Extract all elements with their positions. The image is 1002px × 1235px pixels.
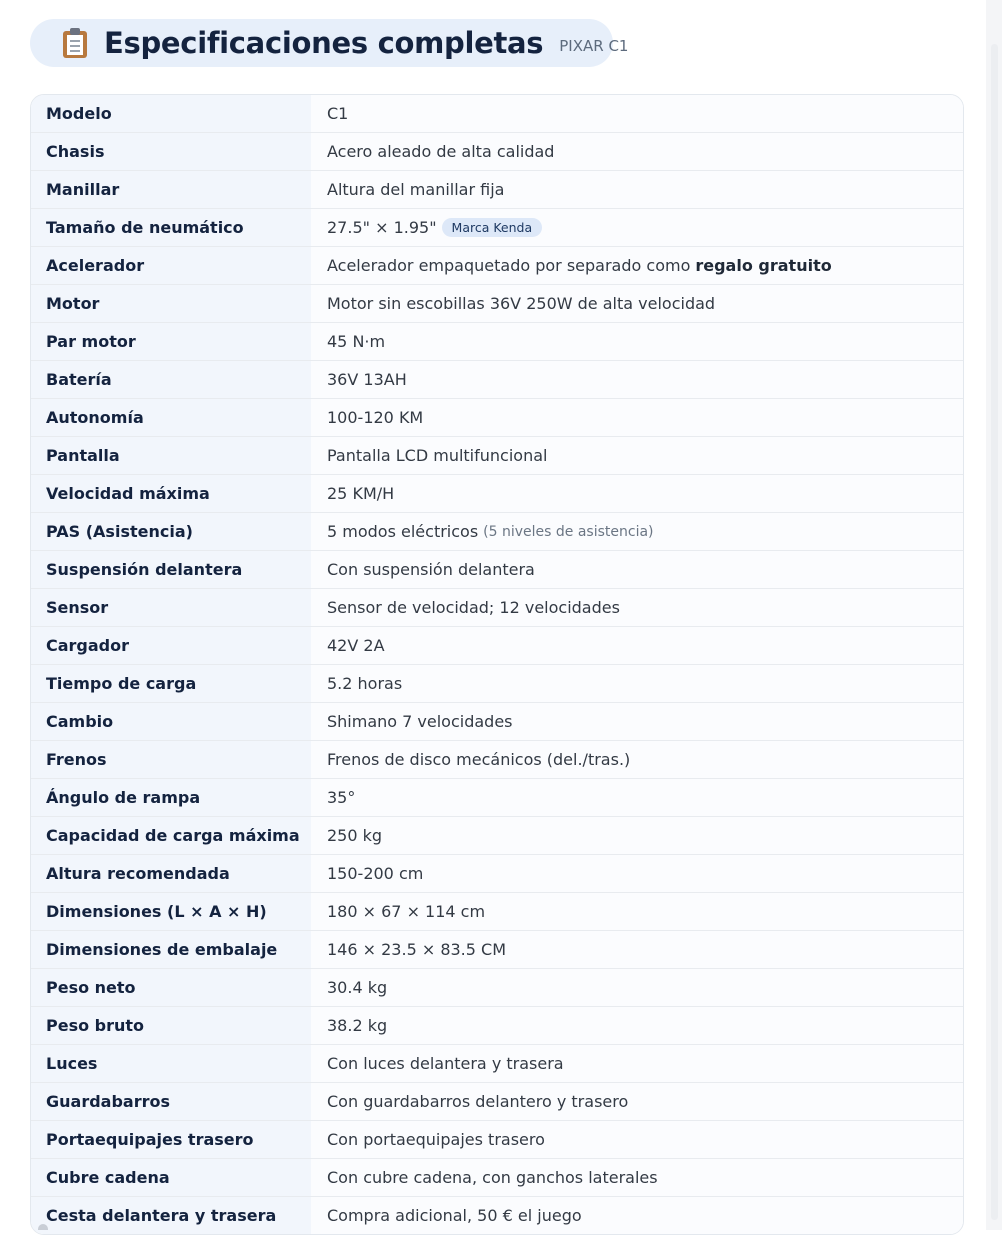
spec-value: Acelerador empaquetado por separado como [327, 256, 691, 275]
spec-label: Cesta delantera y trasera [31, 1197, 311, 1234]
spec-label: Sensor [31, 589, 311, 626]
table-row [31, 1159, 963, 1197]
table-row [31, 931, 963, 969]
spec-value: 150-200 cm [327, 864, 424, 883]
spec-value: Con guardabarros delantero y trasero [327, 1092, 629, 1111]
spec-label: Manillar [31, 171, 311, 208]
spec-label: Guardabarros [31, 1083, 311, 1120]
spec-value-cell [311, 513, 963, 550]
page-title: Especificaciones completas [104, 26, 544, 60]
spec-value: Con luces delantera y trasera [327, 1054, 564, 1073]
table-row [31, 437, 963, 475]
table-row [31, 551, 963, 589]
spec-label: Capacidad de carga máxima [31, 817, 311, 854]
spec-value: Shimano 7 velocidades [327, 712, 513, 731]
spec-label: Batería [31, 361, 311, 398]
spec-value: 25 KM/H [327, 484, 395, 503]
spec-label: Cargador [31, 627, 311, 664]
spec-value-cell [311, 323, 963, 360]
spec-label: Peso bruto [31, 1007, 311, 1044]
section-header [30, 19, 629, 67]
table-row [31, 817, 963, 855]
spec-value-cell [311, 1159, 963, 1196]
spec-value-cell [311, 171, 963, 208]
spec-label: Ángulo de rampa [31, 779, 311, 816]
spec-label: Tiempo de carga [31, 665, 311, 702]
table-row [31, 285, 963, 323]
spec-value: Compra adicional, 50 € el juego [327, 1206, 582, 1225]
spec-table [30, 94, 964, 1235]
spec-label: PAS (Asistencia) [31, 513, 311, 550]
table-row [31, 95, 963, 133]
spec-value-cell [311, 95, 963, 132]
table-row [31, 247, 963, 285]
spec-value: 5.2 horas [327, 674, 403, 693]
table-row [31, 171, 963, 209]
spec-value: 36V 13AH [327, 370, 407, 389]
spec-value-cell [311, 475, 963, 512]
spec-label: Acelerador [31, 247, 311, 284]
spec-label: Portaequipajes trasero [31, 1121, 311, 1158]
spec-value: 38.2 kg [327, 1016, 388, 1035]
table-row [31, 893, 963, 931]
spec-value-cell [311, 437, 963, 474]
spec-value: Frenos de disco mecánicos (del./tras.) [327, 750, 631, 769]
spec-value: 250 kg [327, 826, 383, 845]
spec-label: Dimensiones (L × A × H) [31, 893, 311, 930]
spec-value: 30.4 kg [327, 978, 388, 997]
spec-value: 5 modos eléctricos [327, 522, 479, 541]
spec-note: (5 niveles de asistencia) [483, 523, 654, 540]
table-row [31, 741, 963, 779]
table-row [31, 361, 963, 399]
table-row [31, 665, 963, 703]
spec-value-cell [311, 779, 963, 816]
spec-label: Frenos [31, 741, 311, 778]
table-row [31, 1007, 963, 1045]
spec-value-cell [311, 969, 963, 1006]
table-row [31, 969, 963, 1007]
spec-value: Con cubre cadena, con ganchos laterales [327, 1168, 658, 1187]
spec-highlight: regalo gratuito [695, 256, 832, 275]
spec-value-cell [311, 133, 963, 170]
spec-value: Motor sin escobillas 36V 250W de alta velocidad [327, 294, 716, 313]
spec-label: Autonomía [31, 399, 311, 436]
page-subtitle: PIXAR C1 [559, 37, 629, 55]
spec-value-cell [311, 551, 963, 588]
table-row [31, 1083, 963, 1121]
spec-label: Cubre cadena [31, 1159, 311, 1196]
spec-value-cell [311, 1007, 963, 1044]
spec-value: 45 N·m [327, 332, 386, 351]
table-row [31, 589, 963, 627]
table-row [31, 133, 963, 171]
spec-label: Tamaño de neumático [31, 209, 311, 246]
spec-value-cell [311, 209, 963, 246]
spec-value: 35° [327, 788, 356, 807]
spec-value-cell [311, 855, 963, 892]
table-row [31, 399, 963, 437]
spec-value-cell [311, 361, 963, 398]
spec-value: 42V 2A [327, 636, 385, 655]
spec-label: Velocidad máxima [31, 475, 311, 512]
spec-value-cell [311, 931, 963, 968]
scrollbar-thumb[interactable] [991, 44, 998, 1220]
spec-value: 100-120 KM [327, 408, 424, 427]
spec-value-cell [311, 665, 963, 702]
scrollbar-track[interactable] [986, 0, 1002, 1230]
spec-label: Modelo [31, 95, 311, 132]
spec-value: Acero aleado de alta calidad [327, 142, 555, 161]
spec-value: 180 × 67 × 114 cm [327, 902, 486, 921]
spec-value-cell [311, 893, 963, 930]
table-row [31, 1121, 963, 1159]
spec-value-cell [311, 1197, 963, 1234]
spec-label: Suspensión delantera [31, 551, 311, 588]
spec-value-cell [311, 1121, 963, 1158]
next-section-marker [38, 1224, 48, 1230]
spec-value: C1 [327, 104, 349, 123]
spec-label: Luces [31, 1045, 311, 1082]
spec-value: 27.5" × 1.95" [327, 218, 437, 237]
spec-value: Con suspensión delantera [327, 560, 535, 579]
spec-label: Altura recomendada [31, 855, 311, 892]
spec-value-cell [311, 1083, 963, 1120]
table-row [31, 475, 963, 513]
table-row [31, 209, 963, 247]
table-row [31, 513, 963, 551]
spec-value: Altura del manillar fija [327, 180, 505, 199]
spec-value-cell [311, 627, 963, 664]
spec-value: 146 × 23.5 × 83.5 CM [327, 940, 507, 959]
spec-value-cell [311, 589, 963, 626]
spec-label: Pantalla [31, 437, 311, 474]
spec-value-cell [311, 285, 963, 322]
spec-label: Chasis [31, 133, 311, 170]
spec-value-cell [311, 703, 963, 740]
spec-label: Dimensiones de embalaje [31, 931, 311, 968]
spec-value-cell [311, 247, 963, 284]
table-row [31, 703, 963, 741]
spec-value-cell [311, 399, 963, 436]
table-row [31, 855, 963, 893]
clipboard-icon [62, 28, 88, 58]
brand-badge: Marca Kenda [442, 218, 543, 237]
spec-label: Par motor [31, 323, 311, 360]
table-row [31, 1045, 963, 1083]
spec-value-cell [311, 741, 963, 778]
spec-label: Cambio [31, 703, 311, 740]
spec-value: Pantalla LCD multifuncional [327, 446, 548, 465]
spec-value-cell [311, 1045, 963, 1082]
table-row [31, 1197, 963, 1234]
spec-value-cell [311, 817, 963, 854]
spec-value: Con portaequipajes trasero [327, 1130, 545, 1149]
table-row [31, 323, 963, 361]
spec-label: Motor [31, 285, 311, 322]
spec-label: Peso neto [31, 969, 311, 1006]
spec-value: Sensor de velocidad; 12 velocidades [327, 598, 620, 617]
table-row [31, 779, 963, 817]
table-row [31, 627, 963, 665]
